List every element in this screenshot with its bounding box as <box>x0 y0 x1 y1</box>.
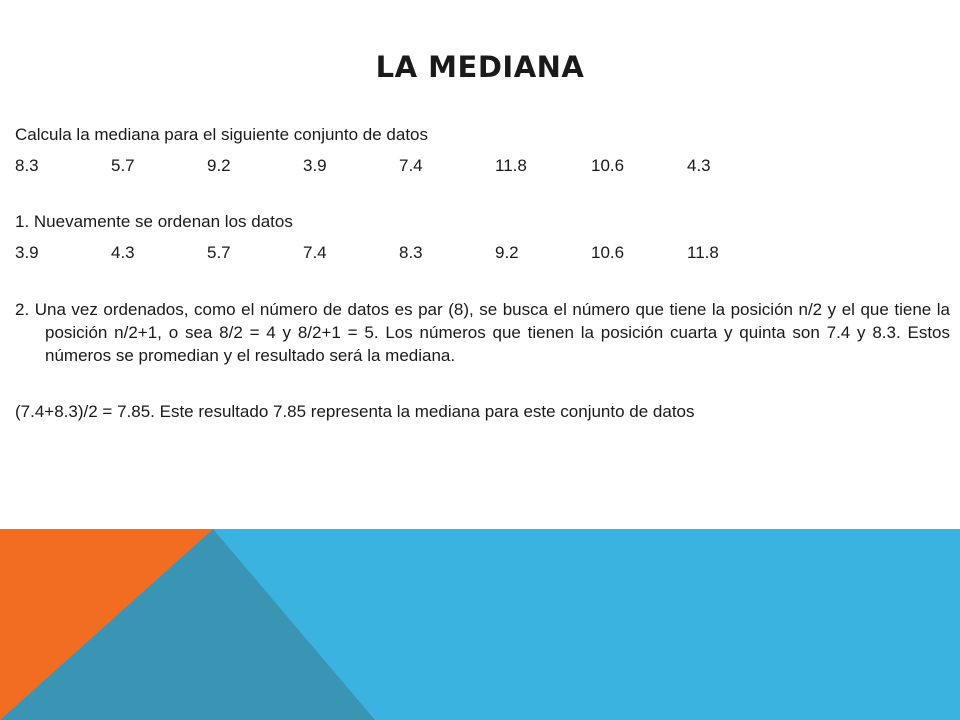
raw-value: 10.6 <box>591 156 625 175</box>
intro-text: Calcula la mediana para el siguiente conjunto de datos <box>15 125 428 144</box>
sorted-value: 10.6 <box>591 243 625 262</box>
sorted-value: 7.4 <box>303 243 327 262</box>
result-text: (7.4+8.3)/2 = 7.85. Este resultado 7.85 representa la mediana para este conjunto de datos <box>15 402 695 421</box>
slide-content <box>15 124 950 423</box>
sorted-value: 11.8 <box>687 243 719 262</box>
raw-value: 5.7 <box>111 156 135 175</box>
raw-value: 8.3 <box>15 156 39 175</box>
raw-value: 4.3 <box>687 156 711 175</box>
footer-decoration <box>0 529 960 720</box>
slide-title: LA MEDIANA <box>375 50 585 84</box>
step2-text: 2. Una vez ordenados, como el número de datos es par (8), se busca el número que tiene la posición n/2 y el que tiene la posición n/2+1, o sea 8/2 = 4 y 8/2+1 = 5. Los números que tienen la posición cuarta y quinta son 7.4 y 8.3. Estos números se promedian y el resultado será la mediana. <box>15 300 950 365</box>
raw-value: 9.2 <box>207 156 231 175</box>
sorted-value: 8.3 <box>399 243 423 262</box>
raw-value: 3.9 <box>303 156 327 175</box>
sorted-value: 9.2 <box>495 243 519 262</box>
step1-text: 1. Nuevamente se ordenan los datos <box>15 212 293 231</box>
sorted-data-row <box>15 242 950 264</box>
raw-value: 7.4 <box>399 156 423 175</box>
raw-value: 11.8 <box>495 156 527 175</box>
raw-data-row <box>15 155 950 177</box>
sorted-value: 3.9 <box>15 243 39 262</box>
sorted-value: 4.3 <box>111 243 135 262</box>
sorted-value: 5.7 <box>207 243 231 262</box>
